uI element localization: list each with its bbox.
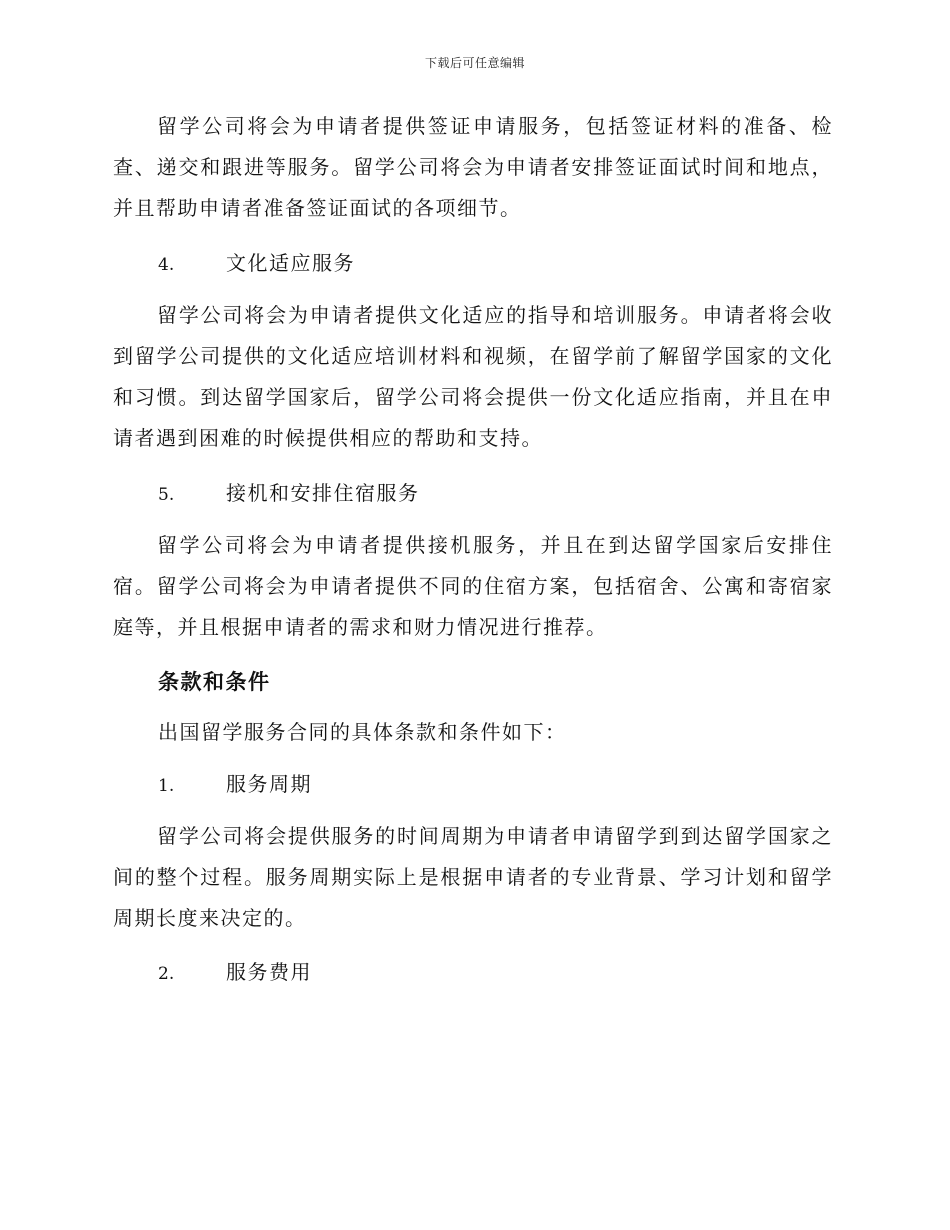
paragraph-visa-service: 留学公司将会为申请者提供签证申请服务，包括签证材料的准备、检查、递交和跟进等服务。留学公司将会为申请者安排签证面试时间和地点，并且帮助申请者准备签证面试的各项细节。 [113, 114, 833, 220]
paragraph-pickup-service: 留学公司将会为申请者提供接机服务，并且在到达留学国家后安排住宿。留学公司将会为申请者提供不同的住宿方案，包括宿舍、公寓和寄宿家庭等，并且根据申请者的需求和财力情况进行推荐。 [113, 533, 833, 639]
page-header: 下载后可任意编辑 [424, 56, 525, 70]
list-number: 5. [158, 485, 175, 505]
list-number: 2. [158, 964, 175, 984]
list-item-culture [158, 243, 758, 286]
list-number: 1. [158, 776, 175, 796]
list-item-service-period [158, 764, 758, 807]
list-number: 4. [158, 255, 175, 275]
paragraph-service-period: 留学公司将会提供服务的时间周期为申请者申请留学到到达留学国家之间的整个过程。服务周期实际上是根据申请者的专业背景、学习计划和留学周期长度来决定的。 [113, 824, 833, 930]
section-heading-terms: 条款和条件 [158, 669, 271, 694]
list-item-title: 接机和安排住宿服务 [226, 481, 420, 505]
list-item-title: 文化适应服务 [226, 251, 355, 275]
list-item-title: 服务周期 [226, 772, 312, 796]
list-item-title: 服务费用 [226, 960, 312, 984]
list-item-service-fee [158, 952, 758, 995]
terms-intro: 出国留学服务合同的具体条款和条件如下： [158, 720, 567, 744]
paragraph-culture-service: 留学公司将会为申请者提供文化适应的指导和培训服务。申请者将会收到留学公司提供的文化适应培训材料和视频，在留学前了解留学国家的文化和习惯。到达留学国家后，留学公司将会提供一份文化适应指南，并且在申请者遇到困难的时候提供相应的帮助和支持。 [113, 303, 833, 450]
list-item-pickup [158, 473, 758, 516]
